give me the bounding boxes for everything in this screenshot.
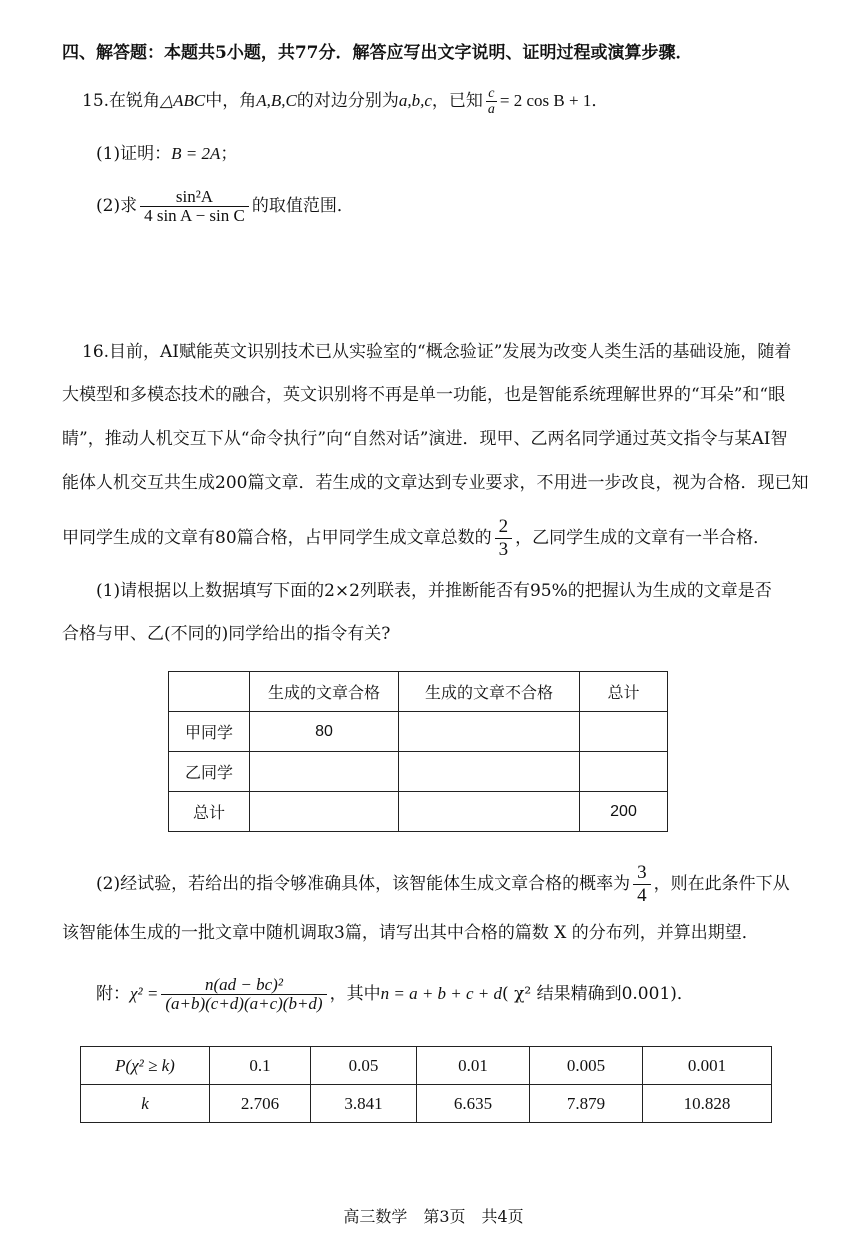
q15-part2-label: (2)求 <box>96 196 138 216</box>
q15-stem-c: 中，角 <box>205 91 257 111</box>
q15-part2-den: 4 sin A − sin C <box>144 206 245 225</box>
table-row <box>81 1047 772 1085</box>
q16-frac-den: 3 <box>498 539 509 560</box>
q16-part2-a: (2)经试验，若给出的指令够准确具体，该智能体生成文章合格的概率为 <box>96 874 631 894</box>
q16-frac-num: 2 <box>495 516 513 539</box>
table-cell: 乙同学 <box>169 752 250 792</box>
table-cell: 0.005 <box>530 1047 643 1085</box>
q16-line5-a: 甲同学生成的文章有80篇合格，占甲同学生成文章总数的 <box>62 528 492 548</box>
q15-triangle: △ABC <box>160 91 206 110</box>
table-cell: 6.635 <box>417 1085 530 1123</box>
appendix-fraction <box>161 976 326 1013</box>
table-row <box>169 752 668 792</box>
q15-stem-g: ，已知 <box>431 91 483 111</box>
q16-part1-line1: (1)请根据以上数据填写下面的2×2列联表，并推断能否有95%的把握认为生成的文章是否 <box>96 581 772 601</box>
table-row <box>169 712 668 752</box>
q15-part2-num: sin²A <box>140 188 249 207</box>
page-footer: 高三数学 第3页 共4页 <box>343 1207 524 1226</box>
q15-part1 <box>96 143 237 165</box>
q15-frac-num: c <box>486 86 497 102</box>
table-cell: 3.841 <box>311 1085 417 1123</box>
appendix-label: 附： <box>96 984 130 1004</box>
q15-part1-end: ； <box>220 144 238 164</box>
q15-part1-label: (1)证明： <box>96 144 172 164</box>
table-cell: 甲同学 <box>169 712 250 752</box>
q15-sides: a,b,c <box>398 91 432 110</box>
table-cell: P(χ² ≥ k) <box>81 1047 210 1085</box>
table-cell: 7.879 <box>530 1085 643 1123</box>
q15-part1-expr: B = 2A <box>171 144 221 163</box>
table-cell: 0.1 <box>210 1047 311 1085</box>
appendix-formula <box>96 976 694 1013</box>
appendix-where: ，其中 <box>329 984 381 1004</box>
table-header-cell: 总计 <box>580 672 668 712</box>
q15-part2-fraction <box>140 188 249 225</box>
q15-stem-a: 15.在锐角 <box>82 91 161 111</box>
appendix-num: n(ad − bc)² <box>161 976 326 995</box>
q15-stem-e: 的对边分别为 <box>296 91 399 111</box>
table-header-cell: 生成的文章合格 <box>250 672 399 712</box>
table-cell <box>580 752 668 792</box>
q15-part2-end: 的取值范围． <box>251 196 354 216</box>
q15-angles: A,B,C <box>256 91 297 110</box>
table-row <box>169 792 668 832</box>
q16-line1: 16.目前，AI赋能英文识别技术已从实验室的“概念验证”发展为改变人类生活的基础设施，随着 <box>82 342 792 362</box>
appendix-den: (a+b)(c+d)(a+c)(b+d) <box>165 994 323 1013</box>
table-cell <box>399 752 580 792</box>
table-header-cell <box>169 672 250 712</box>
q16-line2: 大模型和多模态技术的融合，英文识别将不再是单一功能，也是智能系统理解世界的“耳朵”和“眼 <box>62 385 786 405</box>
q16-line4: 能体人机交互共生成200篇文章．若生成的文章达到专业要求，不用进一步改良，视为合格．现已知 <box>62 473 809 493</box>
critical-value-table <box>80 1046 772 1123</box>
table-cell <box>250 752 399 792</box>
q16-fraction-three-quarters <box>633 862 651 907</box>
q15-fraction <box>486 86 497 117</box>
table-cell: 80 <box>250 712 399 752</box>
table-cell <box>399 792 580 832</box>
table-cell: 总计 <box>169 792 250 832</box>
q16-line5-b: ，乙同学生成的文章有一半合格． <box>515 528 771 548</box>
table-cell: k <box>81 1085 210 1123</box>
q15-stem-h: = 2 cos B + 1． <box>499 91 609 110</box>
q16-line5 <box>62 516 770 561</box>
table-cell: 0.05 <box>311 1047 417 1085</box>
q16-part2-line1 <box>96 862 790 907</box>
appendix-chi-square: χ² = <box>130 984 159 1003</box>
table-cell: 0.01 <box>417 1047 530 1085</box>
appendix-precision: ( χ² 结果精确到0.001)． <box>502 984 694 1004</box>
table-header-cell: 生成的文章不合格 <box>399 672 580 712</box>
table-cell: 2.706 <box>210 1085 311 1123</box>
q16-part2-b: ，则在此条件下从 <box>653 874 790 894</box>
q16-part2-num: 3 <box>633 862 651 885</box>
q16-fraction-two-thirds <box>495 516 513 561</box>
q15-part2 <box>96 188 354 225</box>
table-cell: 0.001 <box>643 1047 772 1085</box>
appendix-n-def: n = a + b + c + d <box>380 984 503 1003</box>
table-cell <box>399 712 580 752</box>
contingency-header-row <box>169 672 668 712</box>
q15-stem <box>82 86 608 117</box>
table-cell <box>580 712 668 752</box>
table-cell <box>250 792 399 832</box>
q16-line3: 睛”，推动人机交互下从“命令执行”向“自然对话”演进．现甲、乙两名同学通过英文指令与某AI智 <box>62 429 788 449</box>
q16-part1-line2: 合格与甲、乙(不同的)同学给出的指令有关? <box>62 624 391 644</box>
section-heading: 四、解答题：本题共5小题，共77分．解答应写出文字说明、证明过程或演算步骤． <box>62 43 693 63</box>
q16-part2-line2: 该智能体生成的一批文章中随机调取3篇，请写出其中合格的篇数 X 的分布列，并算出期望． <box>62 923 759 943</box>
table-row <box>81 1085 772 1123</box>
table-cell: 10.828 <box>643 1085 772 1123</box>
q16-part2-den: 4 <box>637 885 647 906</box>
q15-frac-den: a <box>487 102 495 117</box>
table-cell: 200 <box>580 792 668 832</box>
contingency-table <box>168 671 668 832</box>
